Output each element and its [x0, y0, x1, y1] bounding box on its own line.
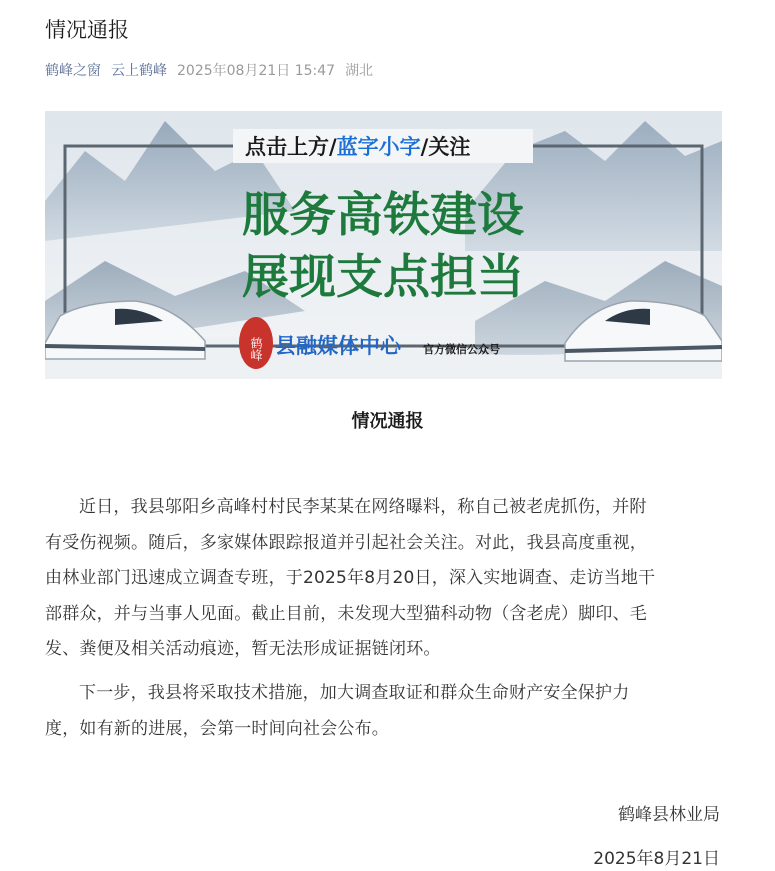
paragraph-line: 部群众，并与当事人见面。截止目前，未发现大型猫科动物（含老虎）脚印、毛 — [45, 603, 647, 624]
paragraph-line: 下一步，我县将采取技术措施，加大调查取证和群众生命财产安全保护力 — [79, 683, 630, 703]
paragraph-line: 由林业部门迅速成立调查专班，于2025年8月20日，深入实地调查、走访当地干 — [45, 568, 656, 588]
author-name[interactable]: 云上鹤峰 — [111, 63, 167, 79]
article-title: 情况通报 — [45, 18, 129, 42]
signature-date: 2025年8月21日 — [593, 849, 720, 869]
paragraph-2 — [45, 676, 725, 747]
media-center-name: 县融媒体中心 — [275, 334, 401, 358]
paragraph-1 — [45, 490, 725, 668]
paragraph-line: 近日，我县邬阳乡高峰村村民李某某在网络曝料，称自己被老虎抓伤，并附 — [79, 497, 647, 517]
slogan-line-1: 服务高铁建设 — [242, 188, 524, 243]
banner-image — [45, 111, 722, 379]
seal-logo — [239, 317, 273, 369]
paragraph-line: 度，如有新的进展，会第一时间向社会公布。 — [45, 718, 389, 739]
slogan-line-2: 展现支点担当 — [242, 250, 524, 305]
header-banner — [45, 111, 722, 379]
account-name[interactable]: 鹤峰之窗 — [45, 63, 101, 79]
paragraph-line: 有受伤视频。随后，多家媒体跟踪报道并引起社会关注。对此，我县高度重视， — [45, 532, 647, 553]
svg-text:点击上方/蓝字小字/关注 — [245, 135, 470, 159]
paragraph-line: 发、粪便及相关活动痕迹，暂无法形成证据链闭环。 — [45, 639, 441, 659]
publish-datetime: 2025年08月21日 15:47 — [177, 63, 336, 79]
media-sub-label: 官方微信公众号 — [423, 343, 500, 356]
article-meta — [45, 60, 373, 80]
follow-suffix: /关注 — [420, 135, 471, 159]
body-heading: 情况通报 — [351, 411, 424, 432]
publish-location: 湖北 — [345, 63, 374, 79]
follow-prefix: 点击上方/ — [245, 135, 337, 159]
signature: 鹤峰县林业局 — [618, 805, 720, 825]
seal-text: 鹤峰 — [249, 337, 263, 361]
follow-highlight: 蓝字小字 — [336, 135, 421, 159]
